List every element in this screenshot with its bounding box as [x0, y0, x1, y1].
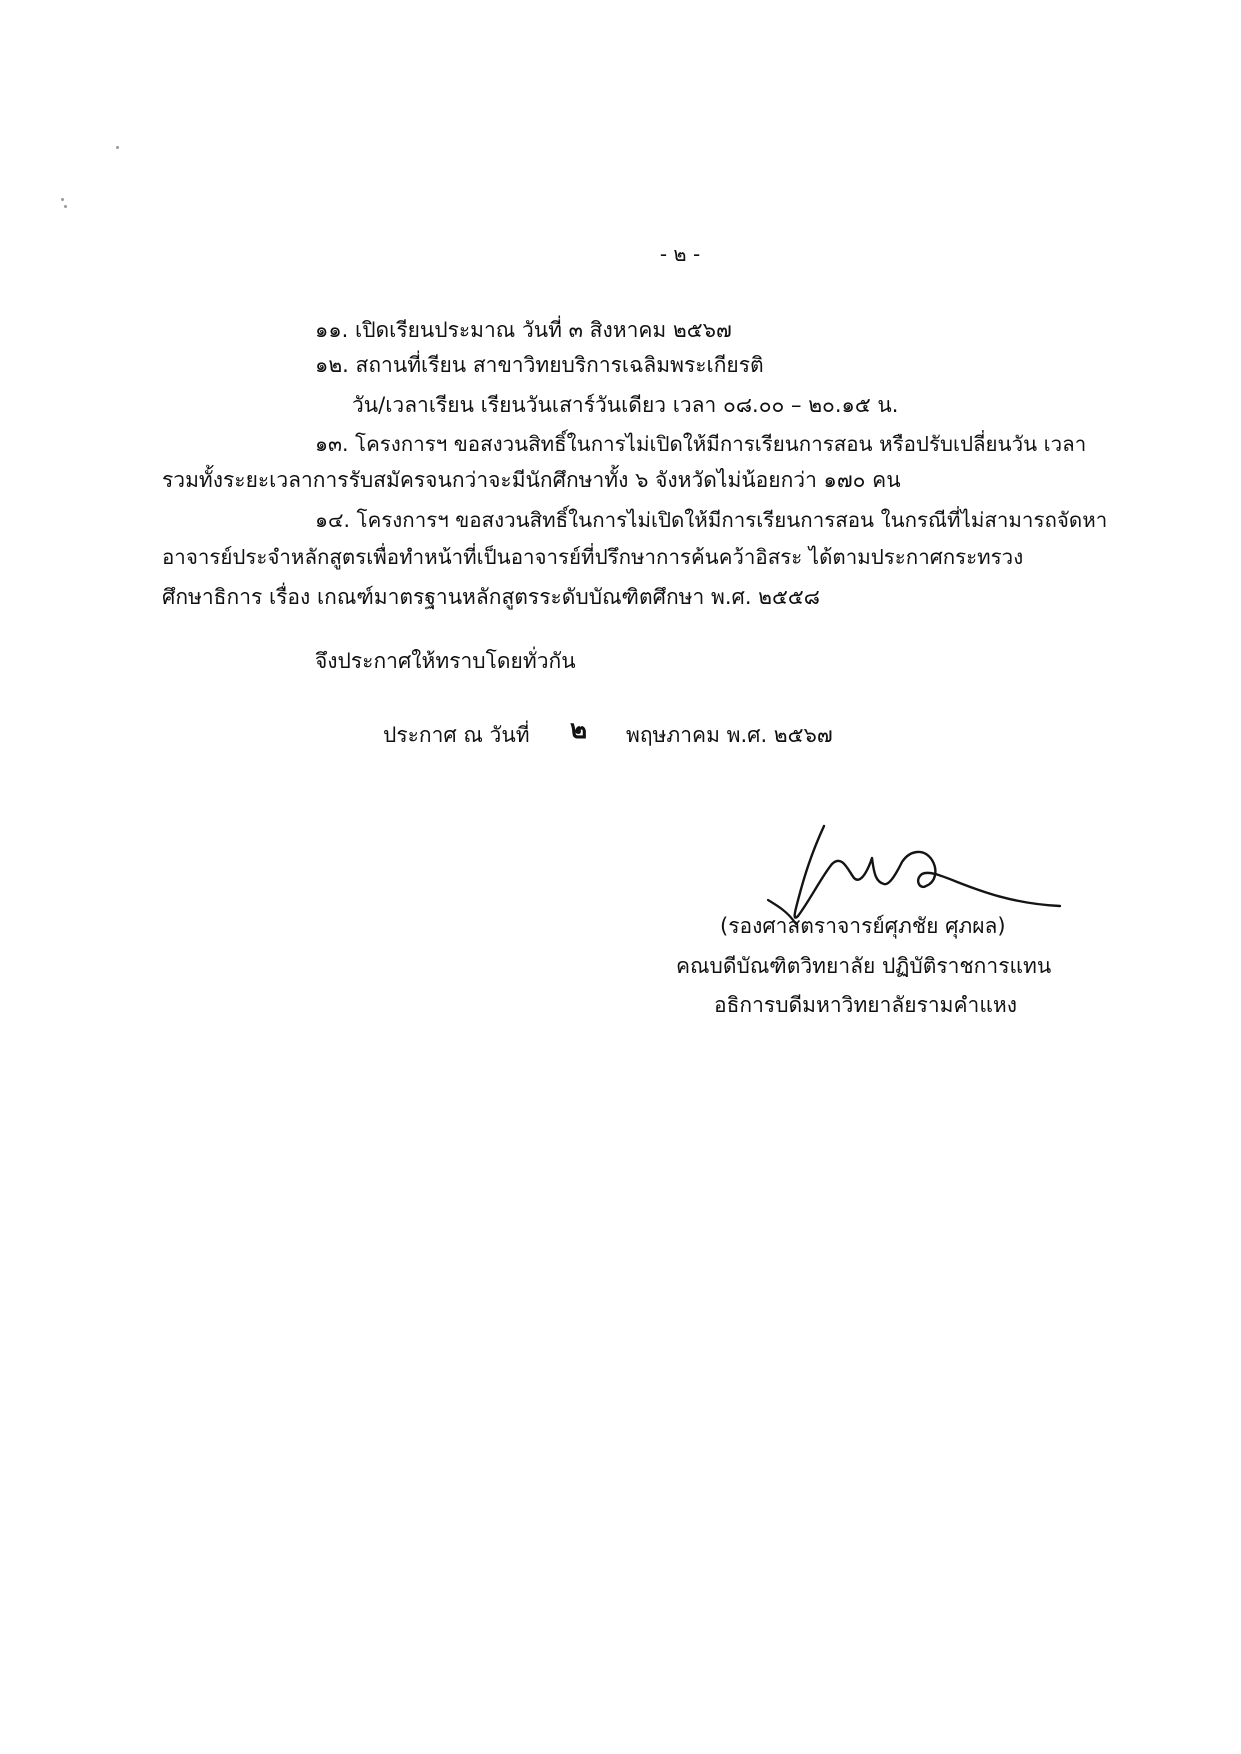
item-14-line-1: ๑๔. โครงการฯ ขอสงวนสิทธิ์ในการไม่เปิดให้มีการเรียนการสอน ในกรณีที่ไม่สามารถจัดหา — [315, 508, 1108, 532]
closing-statement: จึงประกาศให้ทราบโดยทั่วกัน — [315, 649, 576, 673]
scan-speck — [61, 198, 64, 201]
announcement-date-day: ๒ — [570, 715, 588, 745]
item-13-line-1: ๑๓. โครงการฯ ขอสงวนสิทธิ์ในการไม่เปิดให้มีการเรียนการสอน หรือปรับเปลี่ยนวัน เวลา — [315, 432, 1087, 456]
item-12-line-2: วัน/เวลาเรียน เรียนวันเสาร์วันเดียว เวลา ๐๘.๐๐ – ๒๐.๑๕ น. — [352, 393, 899, 417]
signatory-name: (รองศาสตราจารย์ศุภชัย ศุภผล) — [720, 914, 1006, 938]
announcement-date-month-year: พฤษภาคม พ.ศ. ๒๕๖๗ — [626, 723, 833, 747]
announcement-date-prefix: ประกาศ ณ วันที่ — [383, 723, 530, 747]
item-12-line-1: ๑๒. สถานที่เรียน สาขาวิทยบริการเฉลิมพระเกียรติ — [315, 353, 764, 377]
scan-speck — [64, 205, 67, 208]
item-14-line-2: อาจารย์ประจำหลักสูตรเพื่อทำหน้าที่เป็นอาจารย์ที่ปรึกษาการค้นคว้าอิสระ ได้ตามประกาศกระทรวง — [162, 545, 1024, 569]
page-number: - ๒ - — [659, 242, 701, 266]
signatory-title-line-2: อธิการบดีมหาวิทยาลัยรามคำแหง — [714, 993, 1017, 1017]
scan-speck — [116, 146, 119, 149]
item-14-line-3: ศึกษาธิการ เรื่อง เกณฑ์มาตรฐานหลักสูตรระดับบัณฑิตศึกษา พ.ศ. ๒๕๕๘ — [162, 585, 821, 609]
signatory-title-line-1: คณบดีบัณฑิตวิทยาลัย ปฏิบัติราชการแทน — [676, 954, 1052, 978]
item-11: ๑๑. เปิดเรียนประมาณ วันที่ ๓ สิงหาคม ๒๕๖๗ — [315, 318, 732, 342]
item-13-line-2: รวมทั้งระยะเวลาการรับสมัครจนกว่าจะมีนักศึกษาทั้ง ๖ จังหวัดไม่น้อยกว่า ๑๗๐ คน — [162, 468, 901, 492]
